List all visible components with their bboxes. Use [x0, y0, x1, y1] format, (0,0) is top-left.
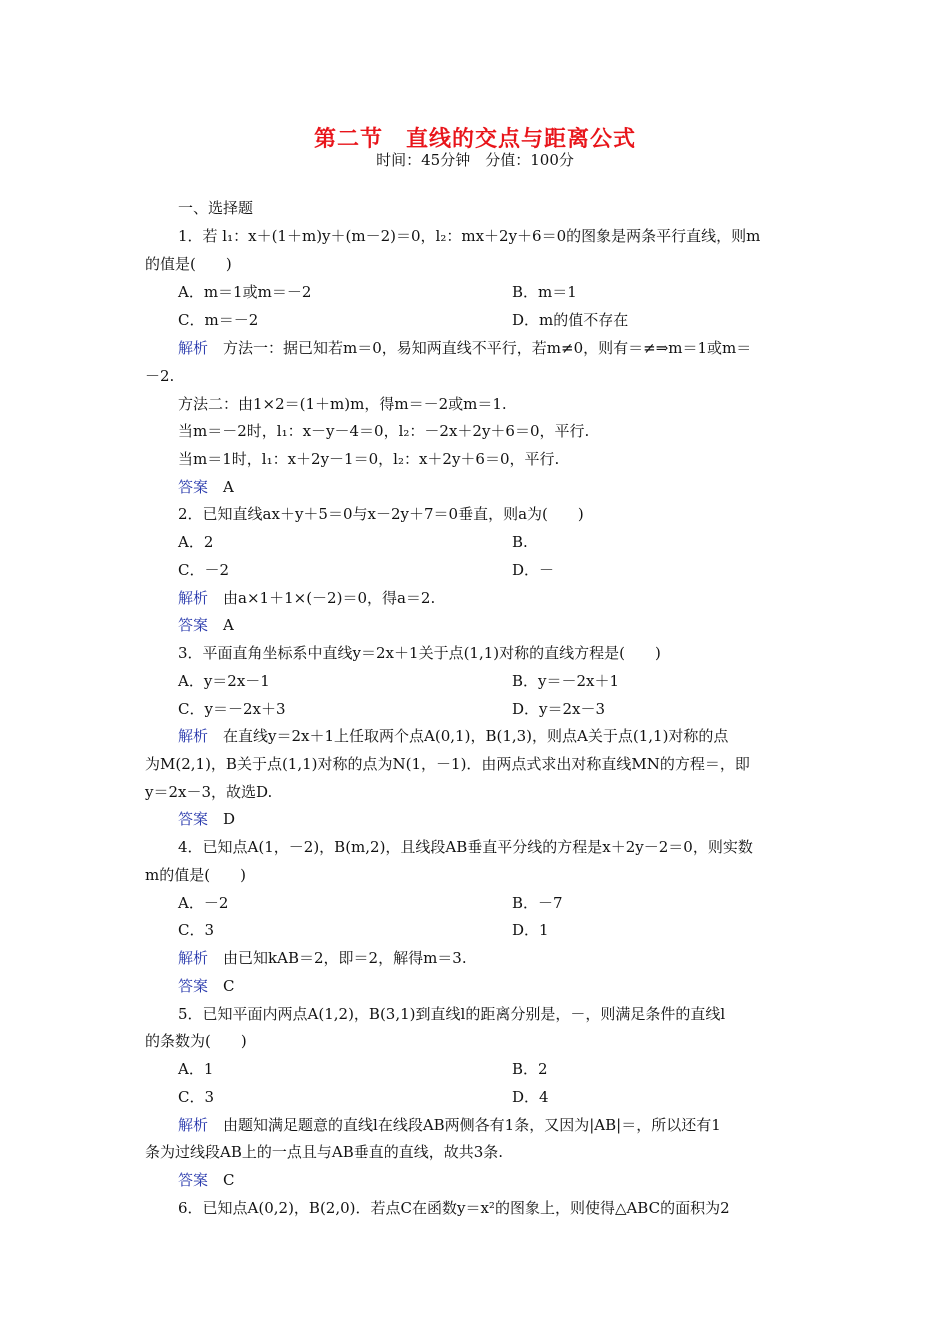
- question-5-text: 5．已知平面内两点A(1,2)，B(3,1)到直线l的距离分别是，－，则满足条件的直线l: [178, 1005, 726, 1023]
- solution-text: 在直线y＝2x＋1上任取两个点A(0,1)，B(1,3)，则点A关于点(1,1)对称的点: [223, 727, 729, 745]
- q1-solution-line-2: －2.: [145, 367, 175, 385]
- question-4-text-cont: m的值是( ): [145, 866, 246, 884]
- q3-option-d: D．y＝2x－3: [512, 700, 606, 718]
- q1-option-a: A．m＝1或m＝－2: [178, 283, 312, 301]
- q2-option-c: C．－2: [178, 561, 230, 579]
- q1-solution-line-4: 当m＝－2时，l₁：x－y－4＝0，l₂：－2x＋2y＋6＝0，平行.: [178, 422, 590, 440]
- q3-solution-line-2: 为M(2,1)，B关于点(1,1)对称的点为N(1，－1)．由两点式求出对称直线MN的方程＝，即: [145, 755, 750, 773]
- solution-text: 方法一：据已知若m＝0，易知两直线不平行，若m≠0，则有＝≠⇒m＝1或m＝: [223, 339, 752, 357]
- q2-option-a: A．2: [178, 533, 214, 551]
- answer-label: 答案: [178, 977, 209, 995]
- question-1-text-cont: 的值是( ): [145, 255, 232, 273]
- q3-option-b: B．y＝－2x＋1: [512, 672, 620, 690]
- q4-option-a: A．－2: [178, 894, 229, 912]
- page-subtitle: 时间：45分钟 分值：100分: [376, 151, 574, 169]
- q4-option-d: D．1: [512, 921, 549, 939]
- q1-answer: [178, 477, 234, 497]
- q4-option-c: C．3: [178, 921, 215, 939]
- q4-solution: [178, 948, 467, 968]
- q1-solution-line-5: 当m＝1时，l₁：x＋2y－1＝0，l₂：x＋2y＋6＝0，平行.: [178, 450, 560, 468]
- q1-solution-line-1: [178, 338, 751, 358]
- solution-text: 由题知满足题意的直线l在线段AB两侧各有1条，又因为|AB|＝，所以还有1: [223, 1116, 721, 1134]
- question-4-text: 4．已知点A(1，－2)，B(m,2)，且线段AB垂直平分线的方程是x＋2y－2＝0，则实数: [178, 838, 753, 856]
- solution-text: 由已知kAB＝2，即＝2，解得m＝3.: [223, 949, 467, 967]
- q5-answer: [178, 1170, 235, 1190]
- solution-label: 解析: [178, 1116, 209, 1134]
- section-heading: 一、选择题: [178, 199, 254, 217]
- solution-label: 解析: [178, 949, 209, 967]
- q3-solution-line-1: [178, 726, 728, 746]
- q5-option-a: A．1: [178, 1060, 214, 1078]
- question-6-text: 6．已知点A(0,2)，B(2,0)．若点C在函数y＝x²的图象上，则使得△ABC的面积为2: [178, 1199, 730, 1217]
- q1-option-c: C．m＝－2: [178, 311, 259, 329]
- q5-option-b: B．2: [512, 1060, 548, 1078]
- question-5-text-cont: 的条数为( ): [145, 1032, 247, 1050]
- q1-option-d: D．m的值不存在: [512, 311, 629, 329]
- solution-label: 解析: [178, 727, 209, 745]
- answer-value: D: [223, 810, 236, 828]
- answer-label: 答案: [178, 1171, 209, 1189]
- question-1-text: 1．若 l₁：x＋(1＋m)y＋(m－2)＝0，l₂：mx＋2y＋6＝0的图象是两条平行直线，则m: [178, 227, 761, 245]
- solution-text: 由a×1＋1×(－2)＝0，得a＝2.: [223, 589, 436, 607]
- answer-label: 答案: [178, 478, 209, 496]
- q5-solution-line-1: [178, 1115, 721, 1135]
- q2-option-d: D．－: [512, 561, 555, 579]
- solution-label: 解析: [178, 339, 209, 357]
- answer-label: 答案: [178, 810, 209, 828]
- question-3-text: 3．平面直角坐标系中直线y＝2x＋1关于点(1,1)对称的直线方程是( ): [178, 644, 661, 662]
- q5-option-c: C．3: [178, 1088, 215, 1106]
- answer-value: C: [223, 977, 235, 995]
- q1-solution-line-3: 方法二：由1×2＝(1＋m)m，得m＝－2或m＝1.: [178, 395, 507, 413]
- solution-label: 解析: [178, 589, 209, 607]
- q3-option-c: C．y＝－2x＋3: [178, 700, 286, 718]
- q4-option-b: B．－7: [512, 894, 563, 912]
- answer-value: A: [223, 478, 234, 496]
- q2-option-b: B.: [512, 533, 528, 551]
- q4-answer: [178, 976, 235, 996]
- q3-option-a: A．y＝2x－1: [178, 672, 270, 690]
- question-2-text: 2．已知直线ax＋y＋5＝0与x－2y＋7＝0垂直，则a为( ): [178, 505, 584, 523]
- answer-value: A: [223, 616, 234, 634]
- q5-solution-line-2: 条为过线段AB上的一点且与AB垂直的直线，故共3条.: [145, 1143, 504, 1161]
- q3-answer: [178, 809, 235, 829]
- page-title: 第二节 直线的交点与距离公式: [313, 127, 636, 152]
- q2-answer: [178, 615, 234, 635]
- q5-option-d: D．4: [512, 1088, 549, 1106]
- q1-option-b: B．m＝1: [512, 283, 577, 301]
- q3-solution-line-3: y＝2x－3，故选D.: [145, 783, 273, 801]
- q2-solution: [178, 588, 435, 608]
- answer-value: C: [223, 1171, 235, 1189]
- answer-label: 答案: [178, 616, 209, 634]
